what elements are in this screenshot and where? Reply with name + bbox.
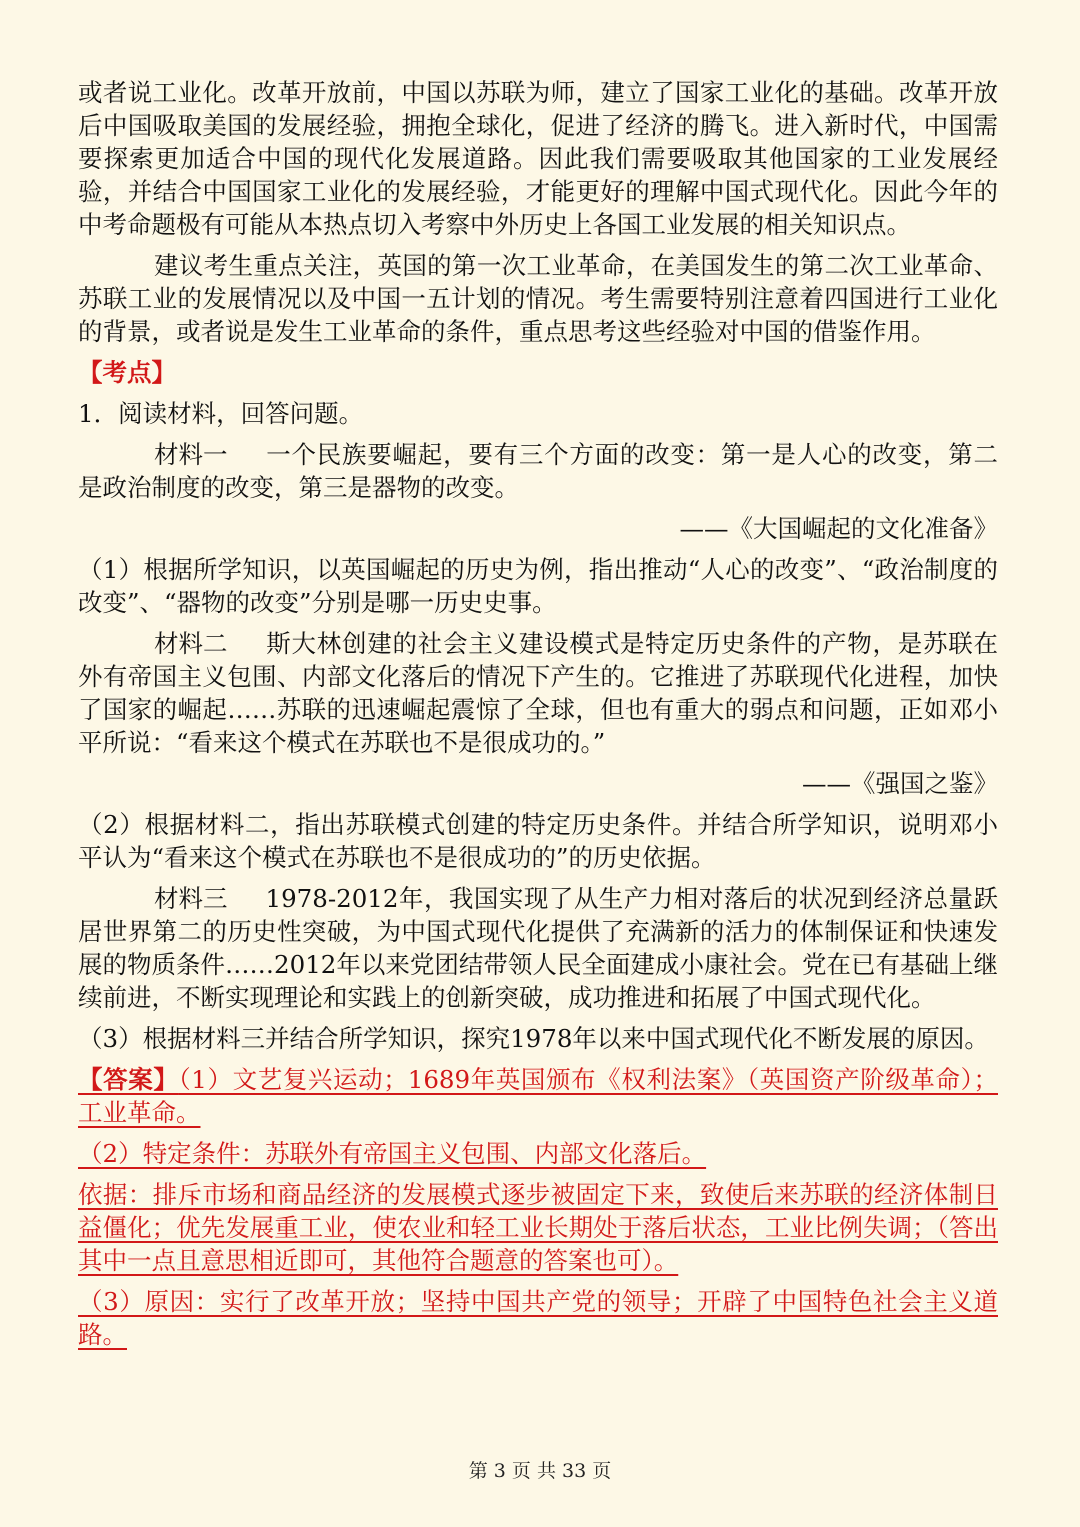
- material-1-text: 一个民族要崛起，要有三个方面的改变：第一是人心的改变，第二是政治制度的改变，第三是器物的改变。: [78, 440, 998, 502]
- question-2: （2）根据材料二，指出苏联模式创建的特定历史条件。并结合所学知识，说明邓小平认为“看来这个模式在苏联也不是很成功的”的历史依据。: [78, 810, 998, 872]
- material-2-text: 斯大林创建的社会主义建设模式是特定历史条件的产物，是苏联在外有帝国主义包围、内部文化落后的情况下产生的。它推进了苏联现代化进程，加快了国家的崛起……苏联的迅速崛起震惊了全球，但也有重大的弱点和问题，正如邓小平所说：“看来这个模式在苏联也不是很成功的。”: [78, 629, 998, 757]
- material-1-label: 材料一: [154, 440, 228, 469]
- question-1: （1）根据所学知识，以英国崛起的历史为例，指出推动“人心的改变”、“政治制度的改变”、“器物的改变”分别是哪一历史史事。: [78, 555, 998, 617]
- material-3-label: 材料三: [154, 884, 228, 913]
- section-tag-kaodian: 【考点】: [78, 358, 176, 387]
- intro-paragraph-1: 或者说工业化。改革开放前，中国以苏联为师，建立了国家工业化的基础。改革开放后中国吸取美国的发展经验，拥抱全球化，促进了经济的腾飞。进入新时代，中国需要探索更加适合中国的现代化发展道路。因此我们需要吸取其他国家的工业发展经验，并结合中国国家工业化的发展经验，才能更好的理解中国式现代化。因此今年的中考命题极有可能从本热点切入考察中外历史上各国工业发展的相关知识点。: [78, 78, 998, 239]
- material-1-source: ——《大国崛起的文化准备》: [679, 514, 998, 543]
- material-2-source: ——《强国之鉴》: [802, 769, 998, 798]
- material-3: [78, 882, 998, 1014]
- answer-3: （3）原因：实行了改革开放；坚持中国共产党的领导；开辟了中国特色社会主义道路。: [78, 1287, 998, 1349]
- page-footer: 第 3 页 共 33 页: [468, 1460, 612, 1482]
- answer-1: [78, 1063, 998, 1129]
- question-3: （3）根据材料三并结合所学知识，探究1978年以来中国式现代化不断发展的原因。: [78, 1024, 989, 1053]
- material-3-text: 1978-2012年，我国实现了从生产力相对落后的状况到经济总量跃居世界第二的历史性突破，为中国式现代化提供了充满新的活力的体制保证和快速发展的物质条件……2012年以来党团结带领人民全面建成小康社会。党在已有基础上继续前进，不断实现理论和实践上的创新突破，成功推进和拓展了中国式现代化。: [78, 884, 998, 1012]
- answer-1-text: （1）文艺复兴运动；1689年英国颁布《权利法案》（英国资产阶级革命）；工业革命。: [78, 1065, 998, 1127]
- material-1: [78, 438, 998, 504]
- answer-2-basis: 依据：排斥市场和商品经济的发展模式逐步被固定下来，致使后来苏联的经济体制日益僵化；优先发展重工业，使农业和轻工业长期处于落后状态，工业比例失调；（答出其中一点且意思相近即可，其他符合题意的答案也可）。: [78, 1180, 998, 1275]
- material-2-label: 材料二: [154, 629, 228, 658]
- answer-tag: 【答案】: [78, 1065, 179, 1094]
- question-stem: 1．阅读材料，回答问题。: [78, 399, 364, 428]
- document-body: [78, 76, 998, 1359]
- material-2: [78, 627, 998, 759]
- intro-paragraph-2: 建议考生重点关注，英国的第一次工业革命，在美国发生的第二次工业革命、苏联工业的发展情况以及中国一五计划的情况。考生需要特别注意着四国进行工业化的背景，或者说是发生工业革命的条件，重点思考这些经验对中国的借鉴作用。: [78, 251, 998, 346]
- answer-2: （2）特定条件：苏联外有帝国主义包围、内部文化落后。: [78, 1139, 707, 1168]
